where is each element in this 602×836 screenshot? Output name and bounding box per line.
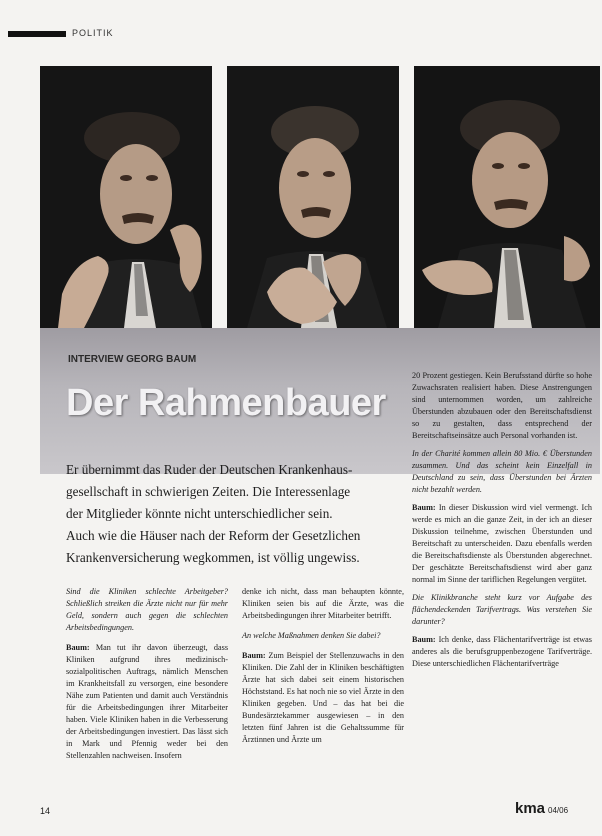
deck-line: Auch wie die Häuser nach der Reform der Gesetzlichen	[66, 528, 361, 543]
right-para-3	[412, 634, 592, 670]
speaker-label: Baum:	[242, 651, 266, 660]
col2-answer-text: Zum Beispiel der Stellenzuwachs in den Kliniken. Die Zahl der in Kliniken beschäftigten Ärzte hat sich dabei seit einem historischen Höchststand. Es hat noch nie so viel Ärzte in den Kliniken gegeben. Und – das hat bei die Bundesärztekammer ausgewiesen – in den letzten fünf Jahren ist die Gehaltssumme für Ärztinnen und Ärzte um	[242, 651, 404, 744]
right-question-2: Die Klinikbranche steht kurz vor Aufgabe des flächendeckenden Tarifvertrags. Was verstehen Sie darunter?	[412, 593, 592, 626]
right-question-1: In der Charité kommen allein 80 Mio. € Überstunden zusammen. Und das scheint kein Einzelfall in Deutschland zu sein, dass Überstunden bei Ärzten nicht bezahlt werden.	[412, 449, 592, 494]
col2-answer-1	[242, 650, 404, 746]
photo-portrait-3	[414, 66, 600, 328]
col1-question-1: Sind die Kliniken schlechte Arbeitgeber? Schließlich streiken die Ärzte nicht nur für mehr Geld, sondern auch gegen die schlechten Arbeitsbedingungen.	[66, 587, 228, 632]
article-kicker: INTERVIEW GEORG BAUM	[68, 354, 197, 365]
page-number: 14	[40, 806, 51, 816]
right-answer-3: Ich denke, dass Flächentarifverträge ist etwas anderes als die berufsgruppenbezogene Tarifverträge. Diese unterschiedlichen Flächentarifverträge	[412, 635, 592, 668]
right-para-1: 20 Prozent gestiegen. Kein Berufsstand dürfte so hohe Zuwachsraten realisiert haben. Diese Anstrengungen sind unternommen worden, um zahlreiche Überstunden abzubauen oder den Bereitschaftsdienst so zu gestalten, dass entsprechend der Bereitschaftseinsätze auch Personal vorhanden ist.	[412, 371, 592, 440]
col1-answer-1	[66, 642, 228, 762]
col1-answer-text: Man tut ihr davon überzeugt, dass Kliniken aufgrund ihres medizinisch-sozialpolitischen Auftrags, nämlich Menschen im Krankheitsfall zu versorgen, eine besondere Nähe zum Patienten und damit auch Verständnis für die Arbeitsbedingungen ihrer Mitarbeiter haben. Viele Kliniken haben in die Verbesserung der Arbeitsbedingungen investiert. Das lässt sich in Mark und Pfennig weder bei den Stellenzahlen nachweisen. Insofern	[66, 643, 229, 760]
deck-line: der Mitglieder könnte nicht unterschiedlicher sein.	[66, 506, 333, 521]
article-deck	[66, 459, 406, 569]
speaker-label: Baum:	[66, 643, 90, 652]
speaker-label: Baum:	[412, 503, 436, 512]
right-para-2	[412, 502, 592, 586]
deck-line: Krankenversicherung wegkommen, ist völlig ungewiss.	[66, 550, 360, 565]
magazine-logo-mark: kma	[515, 800, 546, 817]
issue-number: 04/06	[548, 806, 569, 815]
right-column	[412, 370, 592, 676]
speaker-label: Baum:	[412, 635, 436, 644]
magazine-logo	[515, 800, 568, 818]
body-column-2	[242, 586, 404, 754]
col2-question-1: An welche Maßnahmen denken Sie dabei?	[242, 631, 381, 640]
body-column-1	[66, 586, 228, 770]
article-headline: Der Rahmenbauer	[66, 382, 386, 424]
deck-line: Er übernimmt das Ruder der Deutschen Krankenhaus-	[66, 462, 353, 477]
photo-portrait-2	[227, 66, 399, 328]
right-answer-2: In dieser Diskussion wird viel vermengt. Ich werde es mich an die ganze Zeit, in der ich an dieser Diskussion teilnehme, zwischen Überstunden und Bereitschaft zu unterscheiden. Dazu ebenfalls werden die Bereitschaftsdienste als Überstunden abgerechnet. Der geschätzte Bereitschaftsdienst wird aber ganz normal im Sinne der tariflichen Regelungen vergütet.	[412, 503, 592, 584]
photo-portrait-1	[40, 66, 212, 328]
col2-para-1: denke ich nicht, dass man behaupten könnte, Kliniken seien bis auf die Ärzte, was die Arbeitsbedingungen ihrer Mitarbeiter betrifft.	[242, 587, 404, 620]
section-bar	[8, 31, 66, 37]
deck-line: gesellschaft in schwierigen Zeiten. Die Interessenlage	[66, 484, 351, 499]
section-label: POLITIK	[72, 28, 114, 38]
